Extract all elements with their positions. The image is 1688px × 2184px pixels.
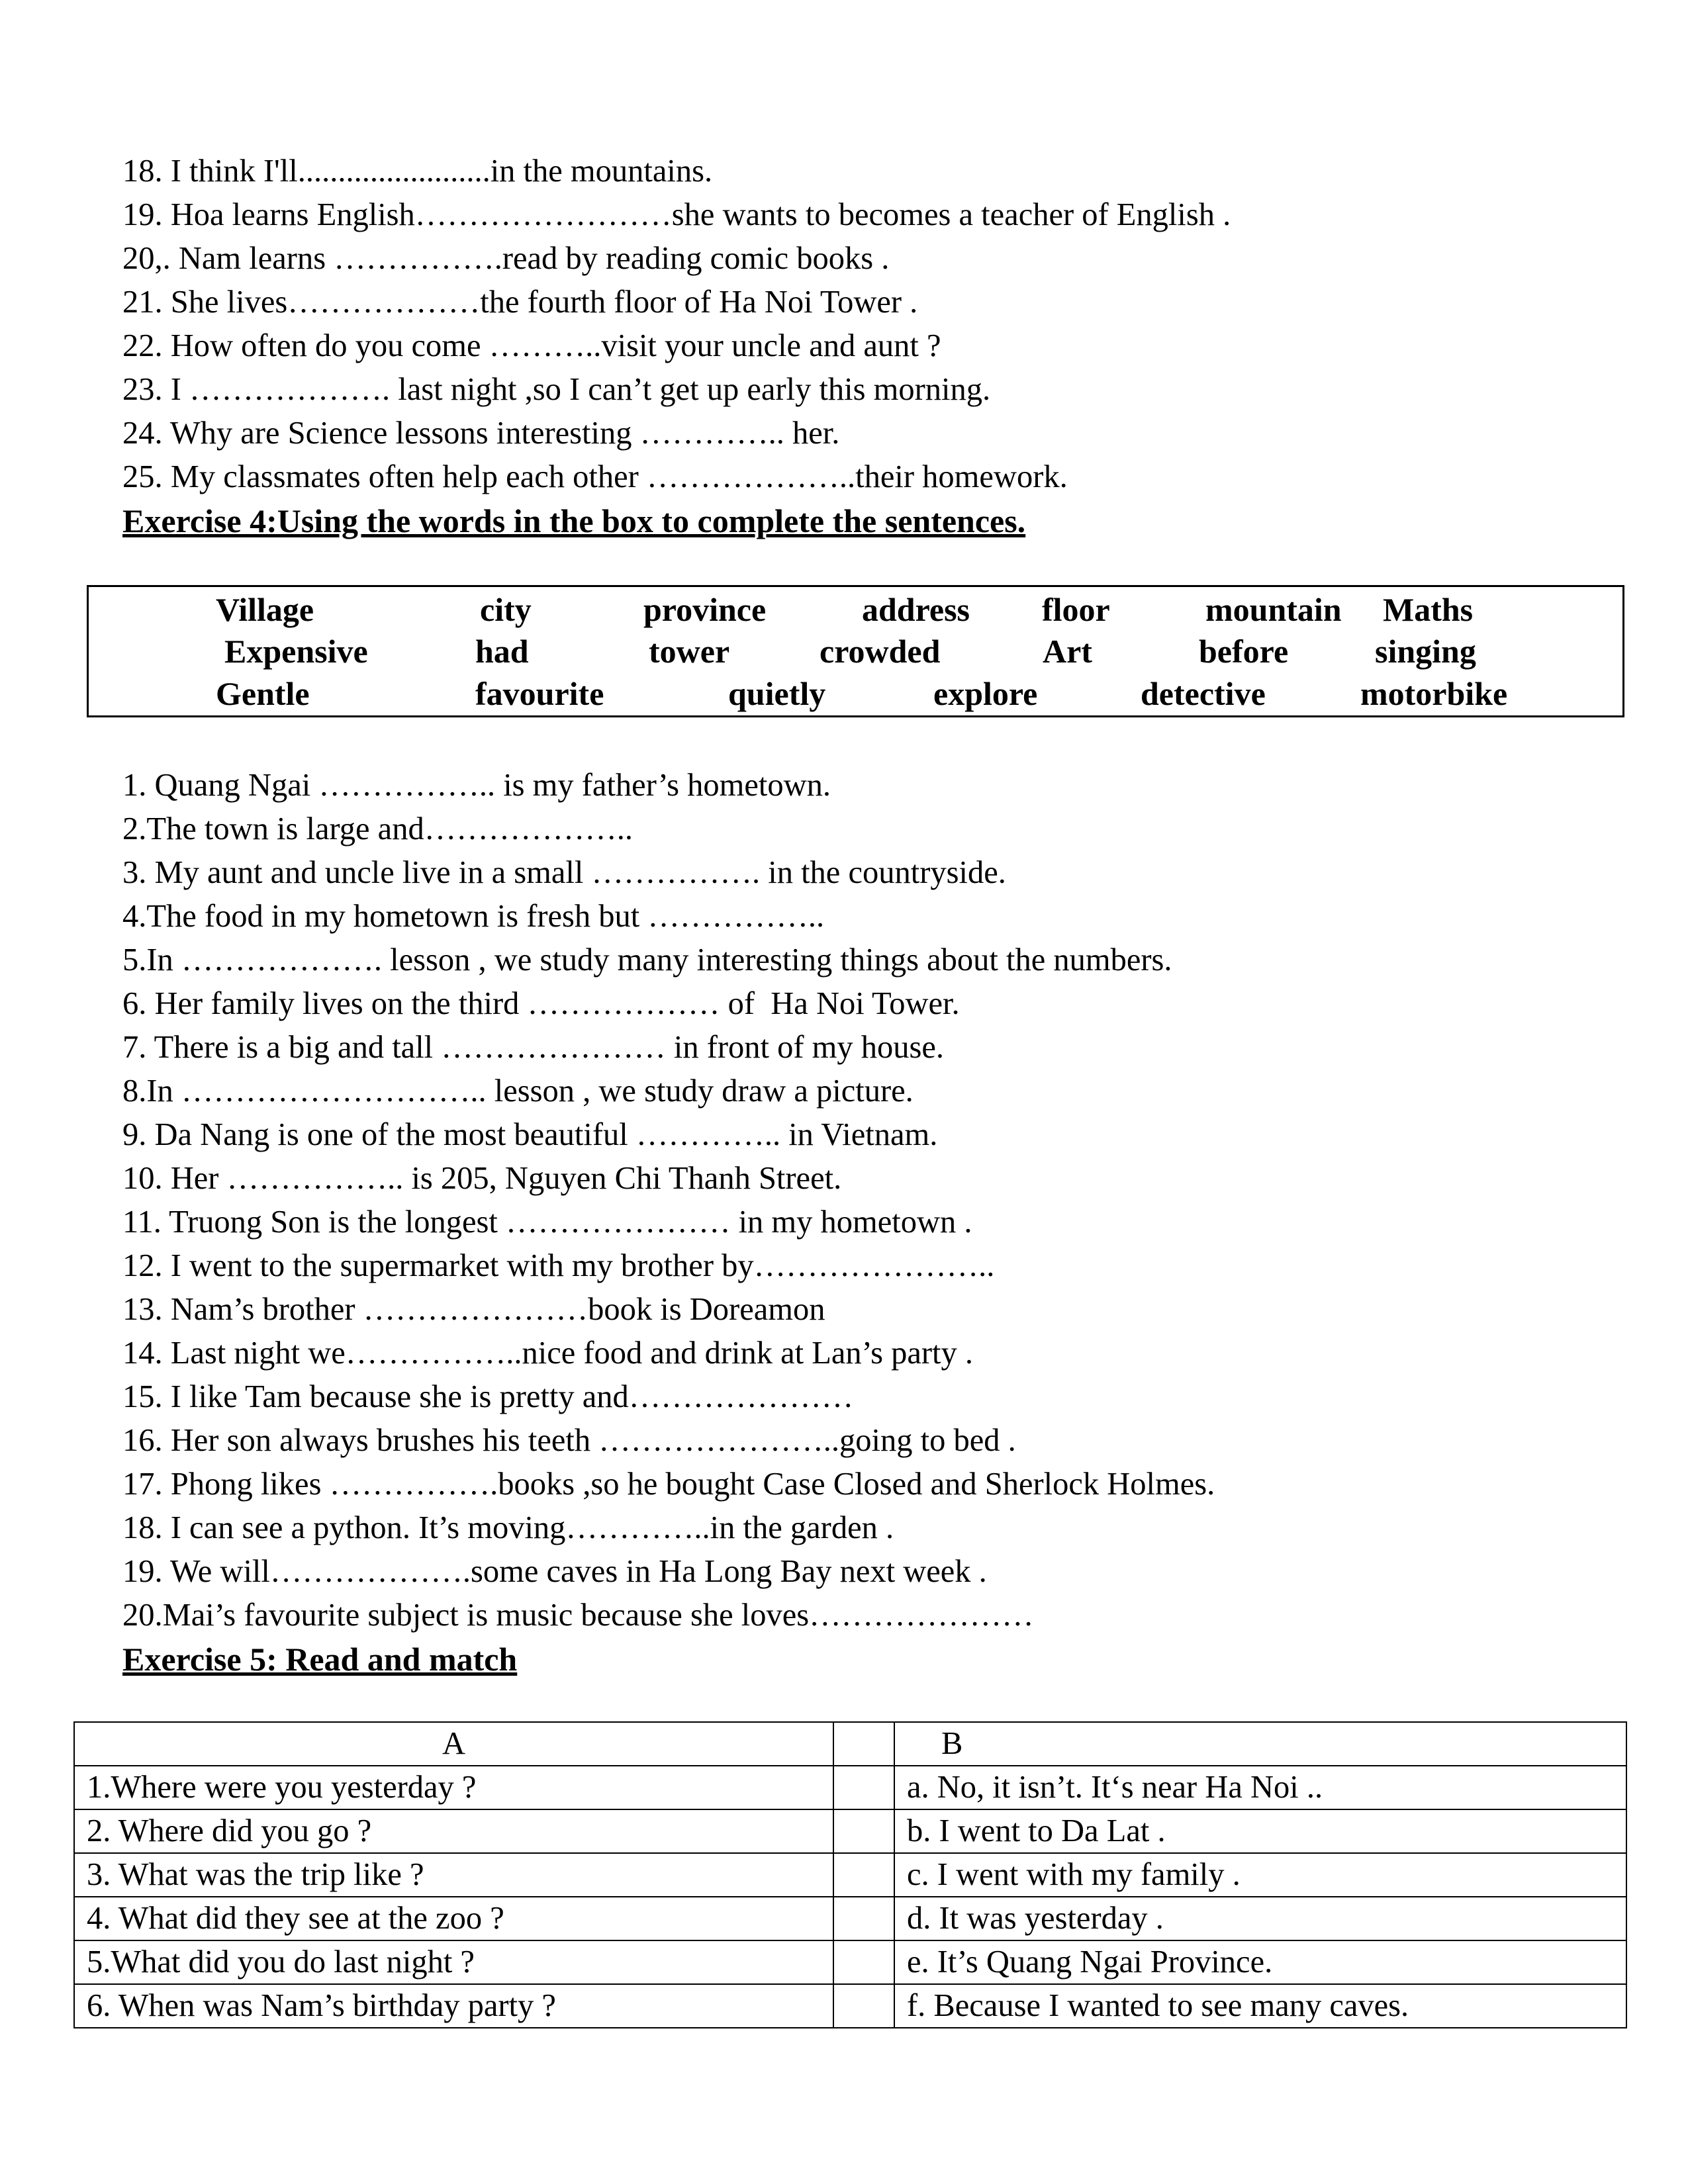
word-village: Village xyxy=(216,591,314,628)
exercise-4-title: Exercise 4:Using the words in the box to complete the sentences. xyxy=(122,502,1026,539)
word-city: city xyxy=(480,591,532,628)
question-cell: 2. Where did you go ? xyxy=(74,1809,833,1853)
ex4-sentence-4: 4.The food in my hometown is fresh but …………….. xyxy=(122,899,825,934)
answer-option-cell: b. I went to Da Lat . xyxy=(894,1809,1626,1853)
ex4-sentence-13: 13. Nam’s brother …………………book is Doreamon xyxy=(122,1292,825,1327)
table-header-row xyxy=(74,1722,1626,1766)
answer-cell xyxy=(833,1809,894,1853)
word-motorbike: motorbike xyxy=(1360,675,1508,712)
answer-cell xyxy=(833,1897,894,1940)
answer-option-cell: f. Because I wanted to see many caves. xyxy=(894,1984,1626,2028)
ex4-sentence-3: 3. My aunt and uncle live in a small ……………. in the countryside. xyxy=(122,855,1006,890)
word-floor: floor xyxy=(1042,591,1110,628)
ex4-sentence-9: 9. Da Nang is one of the most beautiful ………….. in Vietnam. xyxy=(122,1117,938,1152)
word-province: province xyxy=(643,591,767,628)
table-row xyxy=(74,1853,1626,1897)
word-art: Art xyxy=(1043,633,1092,670)
word-had: had xyxy=(475,633,529,670)
answer-option-cell: a. No, it isn’t. It‘s near Ha Noi .. xyxy=(894,1766,1626,1809)
question-cell: 6. When was Nam’s birthday party ? xyxy=(74,1984,833,2028)
word-detective: detective xyxy=(1141,675,1266,712)
part-a-line-24: 24. Why are Science lessons interesting ………….. her. xyxy=(122,416,840,451)
question-cell: 1.Where were you yesterday ? xyxy=(74,1766,833,1809)
part-a-line-18: 18. I think I'll........................in the mountains. xyxy=(122,154,713,189)
ex4-sentence-19: 19. We will……………….some caves in Ha Long Bay next week . xyxy=(122,1554,987,1589)
ex4-sentence-5: 5.In ………………. lesson , we study many interesting things about the numbers. xyxy=(122,942,1172,978)
ex4-sentence-11: 11. Truong Son is the longest ………………… in my hometown . xyxy=(122,1205,972,1240)
answer-option-cell: d. It was yesterday . xyxy=(894,1897,1626,1940)
word-before: before xyxy=(1199,633,1289,670)
word-explore: explore xyxy=(933,675,1038,712)
answer-option-cell: e. It’s Quang Ngai Province. xyxy=(894,1940,1626,1984)
table-row xyxy=(74,1809,1626,1853)
answer-option-cell: c. I went with my family . xyxy=(894,1853,1626,1897)
answer-cell xyxy=(833,1722,894,1766)
ex4-sentence-17: 17. Phong likes …………….books ,so he bought Case Closed and Sherlock Holmes. xyxy=(122,1467,1215,1502)
ex4-sentence-7: 7. There is a big and tall ………………… in front of my house. xyxy=(122,1030,945,1065)
ex4-sentence-15: 15. I like Tam because she is pretty and………………… xyxy=(122,1379,854,1414)
answer-cell xyxy=(833,1766,894,1809)
ex4-sentence-14: 14. Last night we……………..nice food and drink at Lan’s party . xyxy=(122,1336,973,1371)
word-expensive: Expensive xyxy=(224,633,368,670)
answer-cell xyxy=(833,1984,894,2028)
ex4-sentence-6: 6. Her family lives on the third ……………… of Ha Noi Tower. xyxy=(122,986,960,1021)
word-quietly: quietly xyxy=(728,675,826,712)
part-a-line-19: 19. Hoa learns English……………………she wants to becomes a teacher of English . xyxy=(122,197,1231,232)
ex4-sentence-18: 18. I can see a python. It’s moving…………..in the garden . xyxy=(122,1510,894,1545)
answer-cell xyxy=(833,1940,894,1984)
ex4-sentence-12: 12. I went to the supermarket with my brother by………………….. xyxy=(122,1248,995,1283)
word-favourite: favourite xyxy=(475,675,604,712)
ex4-sentence-10: 10. Her …………….. is 205, Nguyen Chi Thanh Street. xyxy=(122,1161,842,1196)
word-tower: tower xyxy=(649,633,730,670)
column-b-header: B xyxy=(894,1722,1626,1766)
word-singing: singing xyxy=(1375,633,1476,670)
question-cell: 4. What did they see at the zoo ? xyxy=(74,1897,833,1940)
part-a-line-23: 23. I ………………. last night ,so I can’t get up early this morning. xyxy=(122,372,991,407)
table-row xyxy=(74,1984,1626,2028)
ex4-sentence-2: 2.The town is large and……………….. xyxy=(122,811,633,846)
exercise-5-title: Exercise 5: Read and match xyxy=(122,1641,518,1678)
word-box xyxy=(87,585,1624,717)
word-address: address xyxy=(862,591,970,628)
question-cell: 5.What did you do last night ? xyxy=(74,1940,833,1984)
ex4-sentence-8: 8.In ……………………….. lesson , we study draw a picture. xyxy=(122,1073,914,1109)
part-a-line-20: 20,. Nam learns …………….read by reading comic books . xyxy=(122,241,890,276)
table-row xyxy=(74,1897,1626,1940)
ex4-sentence-16: 16. Her son always brushes his teeth …………………..going to bed . xyxy=(122,1423,1016,1458)
column-a-header: A xyxy=(74,1722,833,1766)
word-maths: Maths xyxy=(1383,591,1474,628)
table-row xyxy=(74,1766,1626,1809)
ex4-sentence-1: 1. Quang Ngai …………….. is my father’s hometown. xyxy=(122,768,831,803)
word-mountain: mountain xyxy=(1205,591,1342,628)
part-a-line-22: 22. How often do you come ………..visit your uncle and aunt ? xyxy=(122,328,941,363)
question-cell: 3. What was the trip like ? xyxy=(74,1853,833,1897)
match-table xyxy=(73,1721,1627,2028)
answer-cell xyxy=(833,1853,894,1897)
table-row xyxy=(74,1940,1626,1984)
ex4-sentence-20: 20.Mai’s favourite subject is music because she loves………………… xyxy=(122,1598,1034,1633)
word-gentle: Gentle xyxy=(216,675,310,712)
part-a-line-21: 21. She lives………………the fourth floor of Ha Noi Tower . xyxy=(122,285,918,320)
part-a-line-25: 25. My classmates often help each other ………………..their homework. xyxy=(122,459,1068,494)
word-crowded: crowded xyxy=(820,633,941,670)
